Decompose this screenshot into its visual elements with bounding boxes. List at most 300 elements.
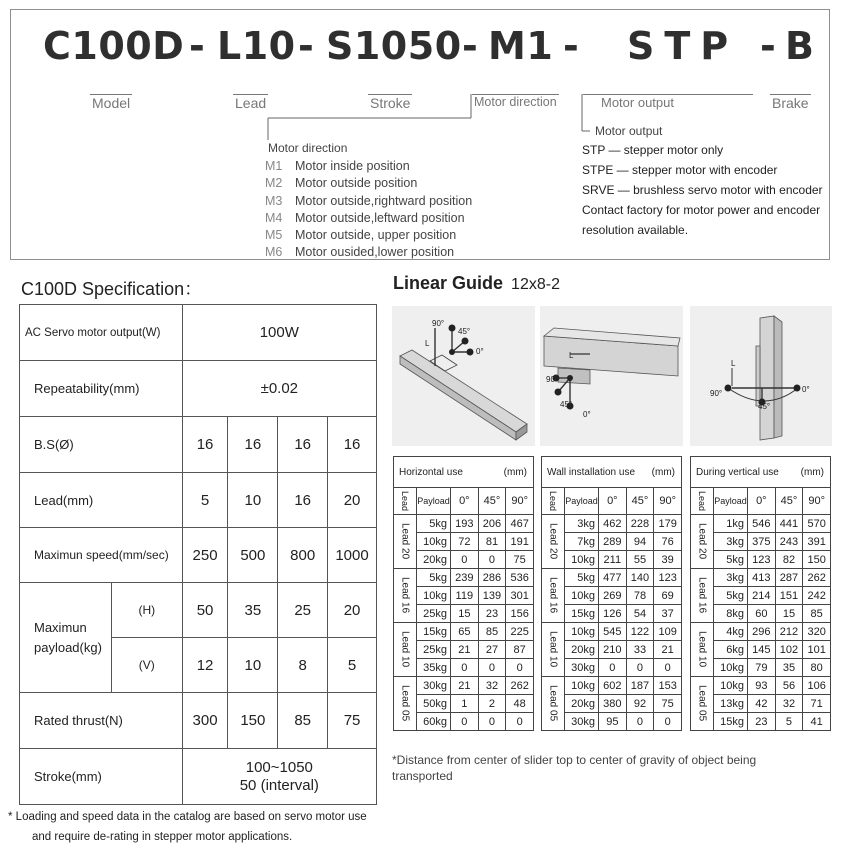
table-cell: 85: [478, 623, 506, 641]
param-label-motor-output: Motor output: [583, 94, 753, 110]
table-cell: 21: [451, 641, 479, 659]
spec-cell: 5: [328, 638, 377, 693]
table-row: [691, 623, 831, 641]
table-cell: 15: [775, 605, 803, 623]
table-cell: 462: [599, 515, 627, 533]
angle-header: 90°: [803, 488, 831, 515]
angle-label: 0°: [802, 385, 810, 394]
table-cell: 33: [626, 641, 654, 659]
table-cell: 60: [748, 605, 776, 623]
table-cell: 391: [803, 533, 831, 551]
angle-label: 45°: [458, 327, 471, 336]
distance-label: L: [425, 339, 430, 348]
table-cell: 123: [748, 551, 776, 569]
table-cell: 69: [654, 587, 682, 605]
spec-value: [182, 749, 376, 805]
lead-group-label: Lead 05: [691, 677, 714, 731]
table-row: [691, 677, 831, 695]
code-separator: -: [298, 24, 315, 68]
motor-output-line: SRVE — brushless servo motor with encoder: [582, 183, 823, 197]
lead-header: Lead: [542, 488, 565, 515]
model-code-motor-output: STP: [627, 24, 739, 68]
code-separator: -: [563, 24, 580, 68]
table-cell: 10kg: [417, 587, 451, 605]
angle-header: 90°: [506, 488, 534, 515]
spec-cell: 1000: [328, 528, 377, 583]
table-cell: 289: [599, 533, 627, 551]
table-cell: 140: [626, 569, 654, 587]
lead-group-label: Lead 05: [394, 677, 417, 731]
table-title: During vertical use: [696, 466, 779, 478]
table-cell: 212: [775, 623, 803, 641]
table-cell: 380: [599, 695, 627, 713]
table-cell: 145: [748, 641, 776, 659]
vertical-actuator-illustration: [690, 306, 832, 446]
spec-row: [20, 583, 377, 638]
guide-spec: 12x8-2: [511, 276, 560, 293]
angle-header: 0°: [599, 488, 627, 515]
angle-label: 0°: [476, 347, 484, 356]
table-cell: 41: [803, 713, 831, 731]
table-cell: 21: [451, 677, 479, 695]
spec-row: [20, 473, 377, 528]
lead-group-label: Lead 16: [542, 569, 565, 623]
table-cell: 5kg: [714, 587, 748, 605]
model-code-brake: B: [785, 24, 815, 68]
lead-group-label: Lead 16: [394, 569, 417, 623]
payload-header: Payload: [565, 488, 599, 515]
model-code-base: C100D: [43, 24, 185, 68]
code-separator: -: [760, 24, 777, 68]
table-cell: 570: [803, 515, 831, 533]
stroke-interval: 50 (interval): [239, 776, 319, 794]
table-cell: 286: [478, 569, 506, 587]
table-cell: 214: [748, 587, 776, 605]
stroke-range: 100~1050: [245, 758, 313, 776]
lead-group-label: Lead 10: [394, 623, 417, 677]
spec-cell: 75: [328, 693, 377, 749]
table-cell: 191: [506, 533, 534, 551]
table-cell: 179: [654, 515, 682, 533]
spec-cell: 25: [278, 583, 328, 638]
table-cell: 39: [654, 551, 682, 569]
table-cell: 441: [775, 515, 803, 533]
table-cell: 5kg: [417, 569, 451, 587]
spec-cell: 16: [278, 473, 328, 528]
table-cell: 151: [775, 587, 803, 605]
horizontal-use-table: [393, 456, 534, 731]
table-cell: 23: [748, 713, 776, 731]
table-cell: 27: [478, 641, 506, 659]
code-separator: -: [462, 24, 479, 68]
table-cell: 30kg: [417, 677, 451, 695]
lead-header: Lead: [691, 488, 714, 515]
table-cell: 0: [599, 659, 627, 677]
table-cell: 20kg: [565, 695, 599, 713]
table-cell: 78: [626, 587, 654, 605]
motor-output-title: Motor output: [595, 124, 663, 138]
table-cell: 94: [626, 533, 654, 551]
table-cell: 37: [654, 605, 682, 623]
table-row: [394, 515, 534, 533]
spec-cell: 150: [228, 693, 278, 749]
motor-output-list: [582, 140, 823, 240]
angle-header: 45°: [478, 488, 506, 515]
table-cell: 32: [775, 695, 803, 713]
param-label-brake: Brake: [772, 95, 809, 111]
table-cell: 30kg: [565, 659, 599, 677]
table-cell: 72: [451, 533, 479, 551]
payload-header: Payload: [714, 488, 748, 515]
table-cell: 71: [803, 695, 831, 713]
table-cell: 0: [626, 659, 654, 677]
table-cell: 20kg: [417, 551, 451, 569]
table-cell: 0: [478, 713, 506, 731]
table-cell: 10kg: [417, 533, 451, 551]
model-code-motor-direction: M1: [488, 24, 554, 68]
table-cell: 0: [626, 713, 654, 731]
spec-cell: 300: [182, 693, 228, 749]
lead-group-label: Lead 10: [542, 623, 565, 677]
table-cell: 287: [775, 569, 803, 587]
table-cell: 225: [506, 623, 534, 641]
motor-output-line: Contact factory for motor power and encoder: [582, 203, 821, 217]
vertical-use-image: [690, 306, 832, 446]
table-cell: 82: [775, 551, 803, 569]
spec-cell: 500: [228, 528, 278, 583]
spec-label: AC Servo motor output(W): [20, 305, 183, 361]
model-code-stroke: S1050: [326, 24, 462, 68]
table-cell: 85: [803, 605, 831, 623]
spec-label: Lead(mm): [20, 473, 183, 528]
table-cell: 2: [478, 695, 506, 713]
guide-note: *Distance from center of slider top to center of gravity of object being transported: [392, 753, 757, 783]
footnote-line: * Loading and speed data in the catalog are based on servo motor use: [8, 811, 367, 823]
table-cell: 0: [451, 551, 479, 569]
table-cell: 0: [506, 659, 534, 677]
table-cell: 93: [748, 677, 776, 695]
table-cell: 80: [803, 659, 831, 677]
motor-output-line: STPE — stepper motor with encoder: [582, 163, 778, 177]
lead-group-label: Lead 20: [542, 515, 565, 569]
spec-cell: 50: [182, 583, 228, 638]
table-column-header: [691, 488, 831, 515]
table-cell: 3kg: [565, 515, 599, 533]
table-cell: 602: [599, 677, 627, 695]
table-cell: 25kg: [417, 605, 451, 623]
horizontal-use-image: [392, 306, 535, 446]
spec-cell: 10: [228, 638, 278, 693]
table-cell: 3kg: [714, 569, 748, 587]
table-cell: 122: [626, 623, 654, 641]
table-cell: 0: [654, 713, 682, 731]
motor-direction-item: M5 Motor outside, upper position: [265, 228, 457, 243]
table-cell: 79: [748, 659, 776, 677]
table-cell: 150: [803, 551, 831, 569]
table-cell: 23: [478, 605, 506, 623]
footnote: [8, 807, 367, 847]
table-cell: 187: [626, 677, 654, 695]
wall-installation-image: [540, 306, 683, 446]
wall-installation-table: [541, 456, 682, 731]
guide-title: [393, 273, 560, 294]
footnote-line: and require de-rating in stepper motor applications.: [32, 831, 293, 843]
table-title: Horizontal use: [399, 466, 463, 478]
table-cell: 25kg: [417, 641, 451, 659]
lead-group-label: Lead 20: [394, 515, 417, 569]
vertical-use-table: [690, 456, 831, 731]
table-cell: 30kg: [565, 713, 599, 731]
table-cell: 536: [506, 569, 534, 587]
spec-label: Rated thrust(N): [20, 693, 183, 749]
table-cell: 95: [599, 713, 627, 731]
motor-output-line: resolution available.: [582, 223, 689, 237]
motor-direction-item: M4 Motor outside,leftward position: [265, 210, 465, 225]
guide-title-text: Linear Guide: [393, 273, 504, 293]
spec-title: C100D Specification：: [21, 279, 203, 299]
table-cell: 35: [775, 659, 803, 677]
table-cell: 477: [599, 569, 627, 587]
table-cell: 269: [599, 587, 627, 605]
param-label-stroke: Stroke: [370, 95, 411, 111]
spec-cell: 20: [328, 583, 377, 638]
table-cell: 375: [748, 533, 776, 551]
angle-label: 0°: [583, 410, 591, 419]
angle-header: 90°: [654, 488, 682, 515]
table-cell: 139: [478, 587, 506, 605]
table-cell: 0: [478, 659, 506, 677]
table-cell: 119: [451, 587, 479, 605]
payload-header: Payload: [417, 488, 451, 515]
table-cell: 76: [654, 533, 682, 551]
table-header-row: [691, 457, 831, 488]
table-row: [691, 515, 831, 533]
table-cell: 0: [506, 713, 534, 731]
table-column-header: [542, 488, 682, 515]
table-cell: 15kg: [417, 623, 451, 641]
table-cell: 228: [626, 515, 654, 533]
param-label-lead: Lead: [235, 95, 267, 111]
motor-output-line: STP — stepper motor only: [582, 143, 724, 157]
table-cell: 10kg: [565, 551, 599, 569]
table-cell: 3kg: [714, 533, 748, 551]
lead-group-label: Lead 20: [691, 515, 714, 569]
table-cell: 210: [599, 641, 627, 659]
table-cell: 101: [803, 641, 831, 659]
table-cell: 50kg: [417, 695, 451, 713]
table-cell: 21: [654, 641, 682, 659]
spec-row: [20, 693, 377, 749]
table-cell: 109: [654, 623, 682, 641]
table-cell: 8kg: [714, 605, 748, 623]
angle-header: 0°: [748, 488, 776, 515]
motor-direction-item: M2 Motor outside position: [265, 176, 418, 191]
spec-table: [19, 304, 377, 805]
angle-header: 45°: [626, 488, 654, 515]
spec-cell: 16: [278, 417, 328, 473]
table-cell: 1: [451, 695, 479, 713]
table-cell: 211: [599, 551, 627, 569]
table-cell: 413: [748, 569, 776, 587]
table-cell: 123: [654, 569, 682, 587]
table-cell: 10kg: [714, 659, 748, 677]
motor-direction-list: [265, 158, 472, 262]
spec-label: Maximun payload(kg): [20, 583, 112, 693]
table-cell: 13kg: [714, 695, 748, 713]
angle-label: 45°: [560, 400, 573, 409]
table-cell: 10kg: [714, 677, 748, 695]
table-cell: 10kg: [565, 677, 599, 695]
table-cell: 5kg: [417, 515, 451, 533]
table-unit: (mm): [800, 466, 824, 478]
table-cell: 15kg: [714, 713, 748, 731]
spec-value: 100W: [182, 305, 376, 361]
spec-cell: 800: [278, 528, 328, 583]
spec-cell: 5: [182, 473, 228, 528]
table-cell: 15kg: [565, 605, 599, 623]
wall-actuator-illustration: [540, 306, 683, 446]
table-row: [542, 569, 682, 587]
table-cell: 5: [775, 713, 803, 731]
table-unit: (mm): [503, 466, 527, 478]
table-cell: 15: [451, 605, 479, 623]
table-row: [691, 569, 831, 587]
spec-cell: 20: [328, 473, 377, 528]
table-cell: 153: [654, 677, 682, 695]
table-cell: 54: [626, 605, 654, 623]
lead-header: Lead: [394, 488, 417, 515]
lead-group-label: Lead 05: [542, 677, 565, 731]
spec-cell: 16: [182, 417, 228, 473]
table-cell: 0: [654, 659, 682, 677]
table-cell: 7kg: [565, 533, 599, 551]
table-cell: 320: [803, 623, 831, 641]
spec-label: B.S(Ø): [20, 417, 183, 473]
table-cell: 5kg: [714, 551, 748, 569]
motor-direction-item: M3 Motor outside,rightward position: [265, 193, 473, 208]
spec-sublabel: (H): [111, 583, 182, 638]
param-label-motor-direction: Motor direction: [474, 95, 557, 109]
table-cell: 0: [478, 551, 506, 569]
spec-value: ±0.02: [182, 361, 376, 417]
table-row: [542, 677, 682, 695]
table-cell: 193: [451, 515, 479, 533]
spec-label: Stroke(mm): [20, 749, 183, 805]
spec-label: Repeatability(mm): [20, 361, 183, 417]
spec-cell: 35: [228, 583, 278, 638]
table-cell: 81: [478, 533, 506, 551]
distance-label: L: [731, 359, 736, 368]
table-cell: 0: [451, 659, 479, 677]
table-column-header: [394, 488, 534, 515]
spec-cell: 12: [182, 638, 228, 693]
table-cell: 239: [451, 569, 479, 587]
table-cell: 60kg: [417, 713, 451, 731]
table-row: [542, 515, 682, 533]
spec-row: [20, 417, 377, 473]
table-cell: 106: [803, 677, 831, 695]
motor-direction-item: M1 Motor inside position: [265, 159, 410, 173]
table-cell: 1kg: [714, 515, 748, 533]
table-cell: 65: [451, 623, 479, 641]
table-header-row: [394, 457, 534, 488]
horizontal-actuator-illustration: [392, 306, 535, 446]
angle-header: 0°: [451, 488, 479, 515]
table-title: Wall installation use: [547, 466, 636, 478]
table-cell: 87: [506, 641, 534, 659]
angle-label: 90°: [710, 389, 723, 398]
table-cell: 92: [626, 695, 654, 713]
angle-label: 90°: [546, 375, 559, 384]
table-cell: 10kg: [565, 623, 599, 641]
table-cell: 75: [506, 551, 534, 569]
spec-row: [20, 528, 377, 583]
table-cell: 55: [626, 551, 654, 569]
table-cell: 32: [478, 677, 506, 695]
param-label-model: Model: [92, 95, 131, 111]
motor-direction-title: Motor direction: [268, 141, 348, 155]
table-cell: 156: [506, 605, 534, 623]
code-separator: -: [189, 24, 206, 68]
table-cell: 56: [775, 677, 803, 695]
table-cell: 206: [478, 515, 506, 533]
table-row: [394, 623, 534, 641]
spec-row: [20, 361, 377, 417]
table-cell: 75: [654, 695, 682, 713]
table-cell: 6kg: [714, 641, 748, 659]
motor-direction-item: M6 Motor ousided,lower position: [265, 245, 455, 260]
lead-group-label: Lead 10: [691, 623, 714, 677]
spec-sublabel: (V): [111, 638, 182, 693]
table-cell: 546: [748, 515, 776, 533]
table-cell: 301: [506, 587, 534, 605]
table-cell: 4kg: [714, 623, 748, 641]
spec-row: [20, 305, 377, 361]
angle-label: 90°: [432, 319, 445, 328]
table-header-row: [542, 457, 682, 488]
spec-cell: 85: [278, 693, 328, 749]
spec-cell: 16: [228, 417, 278, 473]
angle-header: 45°: [775, 488, 803, 515]
table-cell: 242: [803, 587, 831, 605]
table-cell: 102: [775, 641, 803, 659]
table-unit: (mm): [651, 466, 675, 478]
table-cell: 20kg: [565, 641, 599, 659]
table-cell: 48: [506, 695, 534, 713]
table-row: [394, 677, 534, 695]
table-cell: 262: [506, 677, 534, 695]
spec-cell: 250: [182, 528, 228, 583]
spec-cell: 16: [328, 417, 377, 473]
lead-group-label: Lead 16: [691, 569, 714, 623]
table-row: [542, 623, 682, 641]
table-cell: 0: [451, 713, 479, 731]
table-cell: 42: [748, 695, 776, 713]
table-cell: 545: [599, 623, 627, 641]
angle-label: 45°: [758, 402, 771, 411]
table-cell: 5kg: [565, 569, 599, 587]
table-cell: 35kg: [417, 659, 451, 677]
table-cell: 243: [775, 533, 803, 551]
spec-cell: 10: [228, 473, 278, 528]
table-cell: 262: [803, 569, 831, 587]
table-row: [394, 569, 534, 587]
distance-label: L: [569, 351, 574, 360]
table-cell: 10kg: [565, 587, 599, 605]
table-cell: 467: [506, 515, 534, 533]
table-cell: 296: [748, 623, 776, 641]
model-code-lead: L10: [217, 24, 296, 68]
